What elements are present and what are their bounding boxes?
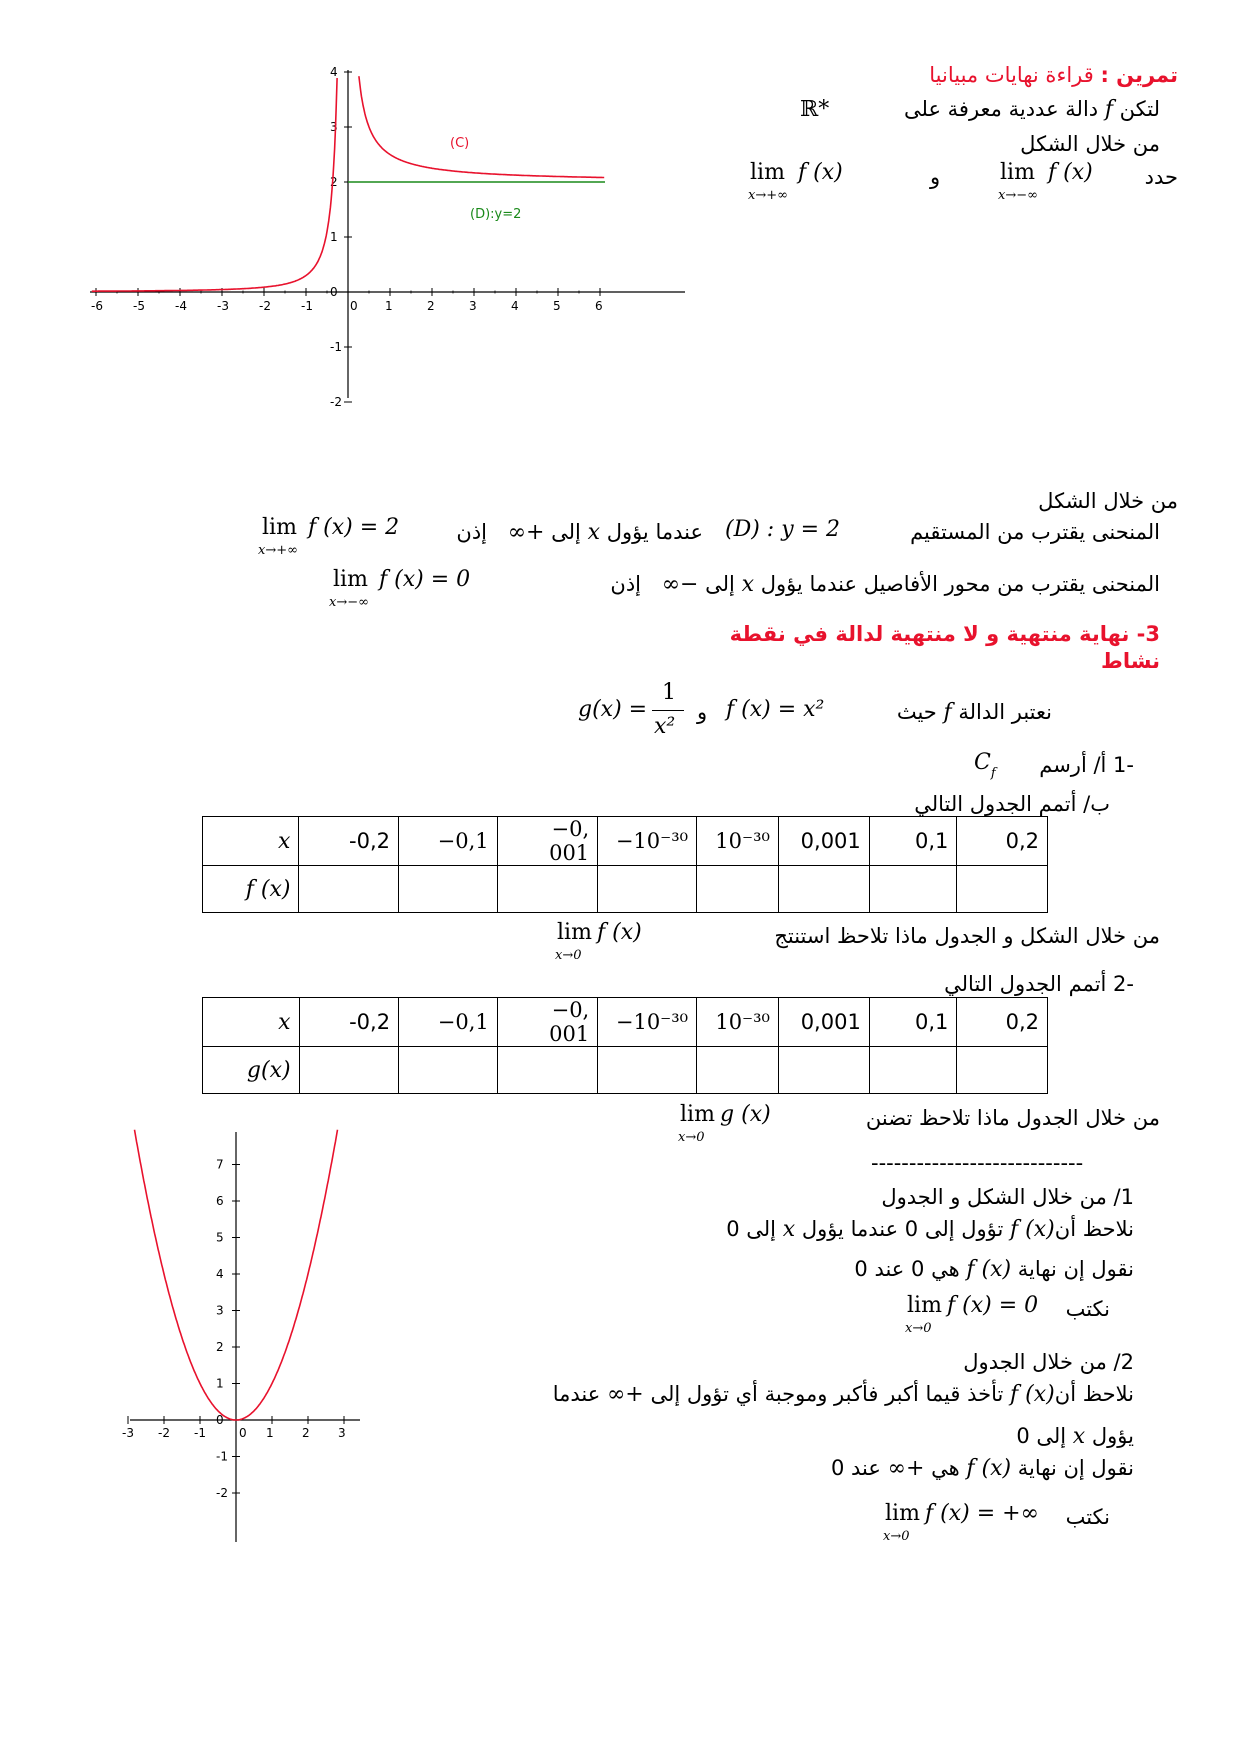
table2-empty-cell[interactable] — [399, 1047, 498, 1094]
question1: -1 أ/ أرسم — [1039, 753, 1134, 777]
answer2-p2-line4-text: نكتب — [1065, 1505, 1110, 1529]
answer2-p2-line1: نلاحظ أنf (x) تأخذ قيما أكبر فأكبر وموجبة أي تؤول إلى +∞ عندما — [552, 1382, 1134, 1407]
answer2-p2-line2: يؤول x إلى 0 — [1016, 1424, 1134, 1449]
answer1-intro: من خلال الشكل — [1038, 489, 1178, 513]
exercise-title-prefix: تمرين : — [1100, 63, 1178, 87]
exercise-line1 — [800, 96, 829, 123]
fraction-bar — [652, 710, 684, 711]
domain-set: ℝ* — [800, 97, 830, 122]
and-word-2: و — [697, 700, 708, 724]
table2-empty-cell[interactable] — [497, 1047, 598, 1094]
table-f-values — [202, 816, 1048, 913]
graph2-x-tick-label: -3 — [122, 1426, 134, 1440]
limit-minus-inf: lim f (x) x→−∞ — [998, 160, 1093, 203]
graph2-x-tick-label: 1 — [266, 1426, 274, 1440]
graph2-y-tick-label: 7 — [216, 1157, 224, 1172]
after-table2-limit: lim g (x) x→0 — [678, 1102, 771, 1145]
table2-value-cell: 0,2 — [957, 998, 1048, 1047]
table1-value-cell: 0,001 — [778, 817, 869, 866]
exercise-title-text: قراءة نهايات مبيانيا — [929, 63, 1094, 87]
table2-value-cell: −0,1 — [399, 998, 498, 1047]
answer2-p1-title: 1/ من خلال الشكل و الجدول — [881, 1185, 1134, 1209]
graph1-y-tick-label: 0 — [330, 285, 338, 299]
answer2-p1-line3-text: نكتب — [1065, 1297, 1110, 1321]
answer1-line2-limit: lim f (x) = 0 x→−∞ — [329, 567, 471, 610]
graph1-y-tick-label: 2 — [330, 175, 338, 189]
exercise-title — [929, 62, 1178, 89]
graph2-x-tick-label: 0 — [239, 1426, 247, 1440]
graph1-y-ticks — [330, 65, 352, 409]
separator-line: ---------------------------- — [871, 1151, 1084, 1175]
table2-x-row — [203, 998, 1048, 1047]
table2-empty-cell[interactable] — [957, 1047, 1048, 1094]
question1b: ب/ أتمم الجدول التالي — [914, 792, 1110, 816]
answer2-p1-line2: نقول إن نهاية (x) f هي 0 عند 0 — [854, 1257, 1134, 1282]
graph1-hyperbola — [90, 65, 690, 450]
graph2-y-tick-label: 4 — [216, 1267, 224, 1281]
answer2-p1-limit: lim f (x) = 0 x→0 — [905, 1293, 1039, 1336]
table2-value-cell: −0, 001 — [497, 998, 598, 1047]
graph2-y-tick-label: 2 — [216, 1340, 224, 1354]
after-table1-text: من خلال الشكل و الجدول ماذا تلاحظ استنتج — [774, 924, 1160, 948]
table1-value-cell: −10⁻³⁰ — [598, 817, 697, 866]
table1-empty-cell[interactable] — [399, 866, 498, 913]
graph2-parabola — [122, 1122, 410, 1552]
table1-empty-cell[interactable] — [697, 866, 779, 913]
graph2-y-tick-label: 5 — [216, 1230, 224, 1245]
graph1-x-tick-label: 1 — [385, 299, 393, 313]
table1-value-cell: -0,2 — [299, 817, 399, 866]
graph2-y-tick-label: 1 — [216, 1376, 224, 1391]
table2-empty-cell[interactable] — [869, 1047, 957, 1094]
graph2-y-tick-label: 3 — [216, 1303, 224, 1318]
table1-value-cell: −0, 001 — [497, 817, 598, 866]
answer2-p1-line1: نلاحظ أنf (x) تؤول إلى 0 عندما يؤول x إلى 0 — [726, 1217, 1134, 1242]
graph1-curve-right — [359, 76, 604, 177]
after-table1-limit: lim f (x) x→0 — [555, 920, 642, 963]
graph2-x-tick-label: 3 — [338, 1426, 346, 1440]
exercise-line3: حدد — [1144, 165, 1178, 189]
answer1-line1-limit: lim f (x) = 2 x→+∞ — [258, 515, 400, 558]
table2-g-row — [203, 1047, 1048, 1094]
table2-header-x: x — [203, 998, 300, 1047]
graph2-y-tick-label: 6 — [216, 1194, 224, 1208]
table1-value-cell: 0,2 — [957, 817, 1048, 866]
graph1-x-tick-label: 6 — [595, 299, 603, 313]
table2-empty-cell[interactable] — [778, 1047, 869, 1094]
graph2-x-tick-label: 2 — [302, 1426, 310, 1440]
graph1-x-tick-label: 4 — [511, 299, 519, 313]
after-table2-text: من خلال الجدول ماذا تلاحظ تضنن — [865, 1106, 1160, 1130]
table1-f-row — [203, 866, 1048, 913]
graph1-y-tick-label: 4 — [330, 65, 338, 79]
graph1-curve-label: (C) — [450, 136, 470, 151]
graph1-x-tick-label: -4 — [175, 299, 187, 313]
limit-plus-inf: lim f (x) x→+∞ — [748, 160, 843, 203]
table1-empty-cell[interactable] — [778, 866, 869, 913]
table1-x-row — [203, 817, 1048, 866]
table2-empty-cell[interactable] — [598, 1047, 697, 1094]
graph1-y-tick-label: -2 — [330, 395, 342, 409]
graph1-x-tick-label: -5 — [133, 299, 145, 313]
answer1-line2-text: المنحنى يقترب من محور الأفاصيل عندما يؤول x إلى −∞ إذن — [610, 572, 1160, 597]
graph1-x-tick-label: 0 — [350, 299, 358, 313]
table1-empty-cell[interactable] — [299, 866, 399, 913]
section3-title: 3- نهاية منتهية و لا منتهية لدالة في نقطة — [729, 622, 1160, 646]
graph1-x-tick-label: -3 — [217, 299, 229, 313]
section3-subtitle: نشاط — [1101, 649, 1160, 673]
graph1-x-tick-label: 3 — [469, 299, 477, 313]
table2-value-cell: -0,2 — [299, 998, 399, 1047]
table1-empty-cell[interactable] — [869, 866, 957, 913]
table2-value-cell: −10⁻³⁰ — [598, 998, 697, 1047]
table1-header-x: x — [203, 817, 299, 866]
answer2-p2-title: 2/ من خلال الجدول — [963, 1350, 1134, 1374]
answer1-line1-mid: عندما يؤول x إلى +∞ إذن — [456, 520, 703, 545]
section3-consider: نعتبر الدالة f حيث — [896, 700, 1052, 725]
graph1-x-tick-label: -6 — [91, 299, 103, 313]
table2-header-gx: g(x) — [203, 1047, 300, 1094]
graph1-x-tick-label: 2 — [427, 299, 435, 313]
cf-symbol: $C_f$ — [974, 750, 996, 781]
table2-value-cell: 0,1 — [869, 998, 957, 1047]
answer1-line1-eq: (D) : y = 2 — [725, 517, 841, 542]
table2-value-cell: 0,001 — [778, 998, 869, 1047]
table1-value-cell: 0,1 — [869, 817, 957, 866]
table-g-values — [202, 997, 1048, 1094]
table1-empty-cell[interactable] — [497, 866, 598, 913]
exercise-line1-text: لتكن f دالة عددية معرفة على — [904, 97, 1160, 122]
graph1-x-tick-label: -2 — [259, 299, 271, 313]
graph2-y-tick-label: -2 — [216, 1486, 228, 1500]
and-word: و — [930, 165, 941, 189]
exercise-line2: من خلال الشكل — [1020, 132, 1160, 156]
answer2-p2-limit: lim f (x) = +∞ x→0 — [883, 1501, 1039, 1544]
graph1-x-tick-label: 5 — [553, 299, 561, 313]
graph1-y-tick-label: 3 — [330, 120, 338, 134]
graph2-x-tick-label: -2 — [158, 1426, 170, 1440]
graph2-y-tick-label: 0 — [216, 1413, 224, 1427]
table1-value-cell: −0,1 — [399, 817, 498, 866]
table1-empty-cell[interactable] — [598, 866, 697, 913]
f-definition: f (x) = x² — [726, 697, 825, 722]
graph1-asymptote-label: (D):y=2 — [470, 207, 522, 222]
answer2-p2-line3: نقول إن نهاية (x) f هي +∞ عند 0 — [830, 1456, 1134, 1481]
graph2-x-tick-label: -1 — [194, 1426, 206, 1440]
graph1-x-tick-label: -1 — [301, 299, 313, 313]
graph1-y-tick-label: -1 — [330, 340, 342, 354]
graph1-y-tick-label: 1 — [330, 230, 338, 244]
answer1-line1-text: المنحنى يقترب من المستقيم — [910, 520, 1160, 544]
graph2-y-tick-label: -1 — [216, 1449, 228, 1464]
table2-empty-cell[interactable] — [697, 1047, 779, 1094]
table1-header-fx: f (x) — [203, 866, 299, 913]
question2: -2 أتمم الجدول التالي — [944, 972, 1134, 996]
table2-value-cell: 10⁻³⁰ — [697, 998, 779, 1047]
graph1-curve-left — [92, 78, 337, 291]
table1-value-cell: 10⁻³⁰ — [697, 817, 779, 866]
table1-empty-cell[interactable] — [957, 866, 1048, 913]
table2-empty-cell[interactable] — [299, 1047, 399, 1094]
